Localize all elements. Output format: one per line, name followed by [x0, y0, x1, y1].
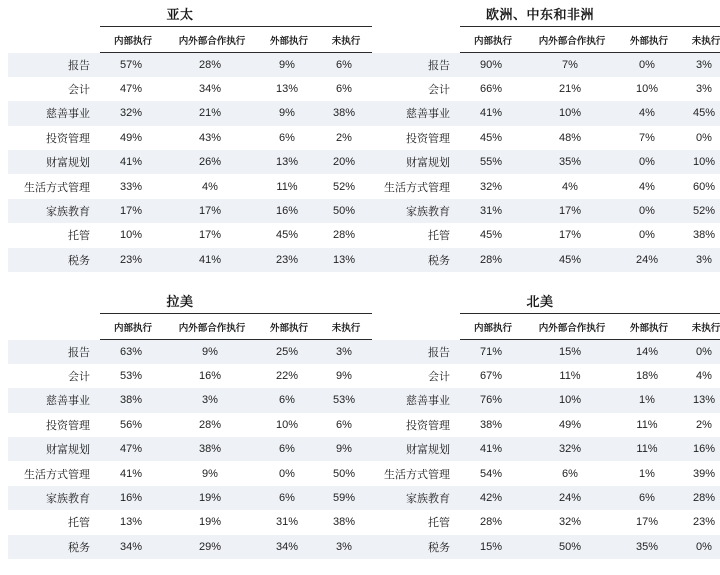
row-label: 生活方式管理 — [368, 174, 460, 198]
table-row — [368, 101, 720, 125]
cell-value: 6% — [618, 486, 680, 510]
cell-value: 52% — [320, 174, 372, 198]
cell-value: 60% — [680, 174, 720, 198]
cell-value: 32% — [526, 510, 618, 534]
cell-value: 9% — [320, 437, 372, 461]
panel-title: 亚太 — [166, 7, 194, 22]
cell-value: 29% — [166, 535, 258, 559]
cell-value: 13% — [258, 77, 320, 101]
header-blank — [8, 27, 100, 53]
cell-value: 4% — [680, 364, 720, 388]
cell-value: 21% — [166, 101, 258, 125]
row-label: 慈善事业 — [368, 388, 460, 412]
cell-value: 34% — [166, 77, 258, 101]
cell-value: 16% — [258, 199, 320, 223]
column-header: 内外部合作执行 — [526, 27, 618, 53]
cell-value: 10% — [526, 388, 618, 412]
cell-value: 10% — [618, 77, 680, 101]
cell-value: 0% — [680, 126, 720, 150]
column-header: 未执行 — [320, 314, 372, 340]
cell-value: 9% — [258, 101, 320, 125]
cell-value: 11% — [258, 174, 320, 198]
cell-value: 47% — [100, 437, 166, 461]
cell-value: 1% — [618, 388, 680, 412]
row-label: 家族教育 — [8, 486, 100, 510]
column-header: 内部执行 — [100, 27, 166, 53]
column-header: 内部执行 — [100, 314, 166, 340]
cell-value: 28% — [166, 53, 258, 77]
table-row — [8, 223, 372, 247]
cell-value: 10% — [526, 101, 618, 125]
cell-value: 41% — [100, 461, 166, 485]
table-row — [8, 101, 372, 125]
cell-value: 42% — [460, 486, 526, 510]
cell-value: 6% — [320, 413, 372, 437]
table-row — [8, 486, 372, 510]
cell-value: 28% — [460, 510, 526, 534]
column-header: 外部执行 — [618, 27, 680, 53]
cell-value: 9% — [258, 53, 320, 77]
cell-value: 23% — [100, 248, 166, 272]
table-row — [8, 150, 372, 174]
cell-value: 3% — [680, 77, 720, 101]
cell-value: 48% — [526, 126, 618, 150]
row-label: 税务 — [368, 535, 460, 559]
table-row — [8, 174, 372, 198]
table-header-row — [8, 314, 372, 340]
cell-value: 56% — [100, 413, 166, 437]
data-table — [8, 313, 372, 559]
cell-value: 6% — [258, 388, 320, 412]
cell-value: 38% — [680, 223, 720, 247]
cell-value: 53% — [320, 388, 372, 412]
cell-value: 17% — [166, 199, 258, 223]
table-row — [368, 53, 720, 77]
cell-value: 32% — [526, 437, 618, 461]
cell-value: 66% — [460, 77, 526, 101]
cell-value: 28% — [680, 486, 720, 510]
cell-value: 14% — [618, 340, 680, 364]
data-table — [368, 26, 720, 272]
panel-title: 北美 — [526, 294, 554, 309]
column-header: 外部执行 — [618, 314, 680, 340]
cell-value: 35% — [618, 535, 680, 559]
cell-value: 50% — [320, 199, 372, 223]
panel-title: 欧洲、中东和非洲 — [485, 7, 594, 22]
cell-value: 0% — [680, 535, 720, 559]
header-blank — [368, 27, 460, 53]
cell-value: 13% — [680, 388, 720, 412]
cell-value: 0% — [680, 340, 720, 364]
cell-value: 53% — [100, 364, 166, 388]
cell-value: 45% — [680, 101, 720, 125]
table-row — [368, 461, 720, 485]
table-row — [8, 248, 372, 272]
table-row — [368, 510, 720, 534]
row-label: 生活方式管理 — [8, 461, 100, 485]
cell-value: 16% — [166, 364, 258, 388]
cell-value: 41% — [166, 248, 258, 272]
panel-latam — [0, 287, 360, 575]
cell-value: 38% — [460, 413, 526, 437]
panel-namerica — [360, 287, 720, 575]
row-label: 财富规划 — [368, 437, 460, 461]
cell-value: 24% — [618, 248, 680, 272]
column-header: 外部执行 — [258, 314, 320, 340]
table-row — [8, 77, 372, 101]
row-label: 生活方式管理 — [368, 461, 460, 485]
cell-value: 26% — [166, 150, 258, 174]
cell-value: 34% — [100, 535, 166, 559]
cell-value: 67% — [460, 364, 526, 388]
cell-value: 0% — [258, 461, 320, 485]
row-label: 托管 — [8, 223, 100, 247]
cell-value: 10% — [100, 223, 166, 247]
table-row — [368, 340, 720, 364]
panel-emea — [360, 0, 720, 287]
cell-value: 19% — [166, 486, 258, 510]
cell-value: 4% — [618, 174, 680, 198]
table-row — [368, 388, 720, 412]
cell-value: 3% — [680, 248, 720, 272]
table-row — [8, 535, 372, 559]
row-label: 托管 — [368, 510, 460, 534]
cell-value: 18% — [618, 364, 680, 388]
row-label: 会计 — [8, 364, 100, 388]
table-row — [368, 199, 720, 223]
cell-value: 31% — [460, 199, 526, 223]
cell-value: 11% — [618, 437, 680, 461]
cell-value: 10% — [680, 150, 720, 174]
row-label: 慈善事业 — [8, 101, 100, 125]
table-row — [368, 437, 720, 461]
cell-value: 71% — [460, 340, 526, 364]
cell-value: 7% — [526, 53, 618, 77]
cell-value: 13% — [100, 510, 166, 534]
cell-value: 15% — [526, 340, 618, 364]
cell-value: 10% — [258, 413, 320, 437]
cell-value: 35% — [526, 150, 618, 174]
cell-value: 45% — [460, 223, 526, 247]
column-header: 未执行 — [320, 27, 372, 53]
column-header: 内部执行 — [460, 27, 526, 53]
column-header: 外部执行 — [258, 27, 320, 53]
cell-value: 13% — [258, 150, 320, 174]
cell-value: 50% — [526, 535, 618, 559]
cell-value: 6% — [258, 437, 320, 461]
cell-value: 20% — [320, 150, 372, 174]
cell-value: 45% — [258, 223, 320, 247]
cell-value: 38% — [320, 101, 372, 125]
cell-value: 22% — [258, 364, 320, 388]
table-row — [8, 413, 372, 437]
cell-value: 63% — [100, 340, 166, 364]
table-row — [368, 150, 720, 174]
cell-value: 17% — [526, 199, 618, 223]
column-header: 内外部合作执行 — [166, 314, 258, 340]
cell-value: 25% — [258, 340, 320, 364]
row-label: 慈善事业 — [368, 101, 460, 125]
cell-value: 3% — [320, 535, 372, 559]
cell-value: 41% — [460, 101, 526, 125]
cell-value: 59% — [320, 486, 372, 510]
cell-value: 0% — [618, 223, 680, 247]
panel-apac — [0, 0, 360, 287]
cell-value: 47% — [100, 77, 166, 101]
cell-value: 38% — [320, 510, 372, 534]
cell-value: 2% — [680, 413, 720, 437]
table-row — [368, 223, 720, 247]
column-header: 内外部合作执行 — [166, 27, 258, 53]
table-row — [8, 340, 372, 364]
cell-value: 2% — [320, 126, 372, 150]
table-row — [368, 486, 720, 510]
row-label: 报告 — [8, 340, 100, 364]
cell-value: 76% — [460, 388, 526, 412]
cell-value: 32% — [100, 101, 166, 125]
cell-value: 7% — [618, 126, 680, 150]
table-row — [8, 388, 372, 412]
cell-value: 17% — [618, 510, 680, 534]
cell-value: 31% — [258, 510, 320, 534]
table-row — [368, 77, 720, 101]
table-header-row — [368, 314, 720, 340]
row-label: 家族教育 — [368, 199, 460, 223]
cell-value: 39% — [680, 461, 720, 485]
data-table — [8, 26, 372, 272]
cell-value: 23% — [258, 248, 320, 272]
table-row — [8, 199, 372, 223]
cell-value: 9% — [320, 364, 372, 388]
table-row — [8, 437, 372, 461]
table-row — [368, 248, 720, 272]
cell-value: 49% — [526, 413, 618, 437]
panel-title: 拉美 — [166, 294, 194, 309]
cell-value: 45% — [526, 248, 618, 272]
cell-value: 6% — [258, 126, 320, 150]
cell-value: 11% — [618, 413, 680, 437]
cell-value: 23% — [680, 510, 720, 534]
cell-value: 41% — [460, 437, 526, 461]
cell-value: 6% — [320, 77, 372, 101]
cell-value: 34% — [258, 535, 320, 559]
row-label: 生活方式管理 — [8, 174, 100, 198]
cell-value: 4% — [166, 174, 258, 198]
table-row — [8, 53, 372, 77]
cell-value: 21% — [526, 77, 618, 101]
cell-value: 32% — [460, 174, 526, 198]
table-row — [8, 126, 372, 150]
cell-value: 0% — [618, 150, 680, 174]
cell-value: 3% — [680, 53, 720, 77]
cell-value: 6% — [526, 461, 618, 485]
cell-value: 3% — [320, 340, 372, 364]
table-row — [8, 461, 372, 485]
row-label: 会计 — [8, 77, 100, 101]
cell-value: 1% — [618, 461, 680, 485]
cell-value: 16% — [680, 437, 720, 461]
cell-value: 6% — [320, 53, 372, 77]
row-label: 税务 — [368, 248, 460, 272]
row-label: 财富规划 — [368, 150, 460, 174]
cell-value: 52% — [680, 199, 720, 223]
row-label: 会计 — [368, 364, 460, 388]
cell-value: 28% — [166, 413, 258, 437]
cell-value: 43% — [166, 126, 258, 150]
cell-value: 6% — [258, 486, 320, 510]
row-label: 慈善事业 — [8, 388, 100, 412]
cell-value: 28% — [320, 223, 372, 247]
row-label: 税务 — [8, 248, 100, 272]
row-label: 投资管理 — [8, 413, 100, 437]
table-row — [368, 364, 720, 388]
row-label: 报告 — [368, 53, 460, 77]
row-label: 税务 — [8, 535, 100, 559]
cell-value: 16% — [100, 486, 166, 510]
row-label: 投资管理 — [368, 126, 460, 150]
cell-value: 19% — [166, 510, 258, 534]
table-row — [8, 510, 372, 534]
row-label: 投资管理 — [8, 126, 100, 150]
cell-value: 4% — [526, 174, 618, 198]
table-row — [368, 174, 720, 198]
cell-value: 55% — [460, 150, 526, 174]
header-blank — [8, 314, 100, 340]
cell-value: 15% — [460, 535, 526, 559]
cell-value: 45% — [460, 126, 526, 150]
row-label: 会计 — [368, 77, 460, 101]
cell-value: 38% — [100, 388, 166, 412]
cell-value: 3% — [166, 388, 258, 412]
table-header-row — [368, 27, 720, 53]
cell-value: 9% — [166, 461, 258, 485]
table-row — [368, 413, 720, 437]
row-label: 家族教育 — [368, 486, 460, 510]
cell-value: 24% — [526, 486, 618, 510]
cell-value: 13% — [320, 248, 372, 272]
cell-value: 17% — [100, 199, 166, 223]
cell-value: 17% — [526, 223, 618, 247]
table-row — [368, 535, 720, 559]
cell-value: 33% — [100, 174, 166, 198]
row-label: 报告 — [8, 53, 100, 77]
data-table — [368, 313, 720, 559]
table-row — [8, 364, 372, 388]
column-header: 内外部合作执行 — [526, 314, 618, 340]
row-label: 报告 — [368, 340, 460, 364]
cell-value: 57% — [100, 53, 166, 77]
cell-value: 0% — [618, 53, 680, 77]
column-header: 未执行 — [680, 27, 720, 53]
cell-value: 0% — [618, 199, 680, 223]
cell-value: 50% — [320, 461, 372, 485]
cell-value: 9% — [166, 340, 258, 364]
row-label: 财富规划 — [8, 150, 100, 174]
column-header: 未执行 — [680, 314, 720, 340]
cell-value: 28% — [460, 248, 526, 272]
table-header-row — [8, 27, 372, 53]
cell-value: 38% — [166, 437, 258, 461]
cell-value: 49% — [100, 126, 166, 150]
cell-value: 17% — [166, 223, 258, 247]
cell-value: 41% — [100, 150, 166, 174]
row-label: 托管 — [8, 510, 100, 534]
cell-value: 54% — [460, 461, 526, 485]
row-label: 托管 — [368, 223, 460, 247]
cell-value: 90% — [460, 53, 526, 77]
table-row — [368, 126, 720, 150]
cell-value: 4% — [618, 101, 680, 125]
row-label: 家族教育 — [8, 199, 100, 223]
column-header: 内部执行 — [460, 314, 526, 340]
row-label: 财富规划 — [8, 437, 100, 461]
header-blank — [368, 314, 460, 340]
cell-value: 11% — [526, 364, 618, 388]
row-label: 投资管理 — [368, 413, 460, 437]
